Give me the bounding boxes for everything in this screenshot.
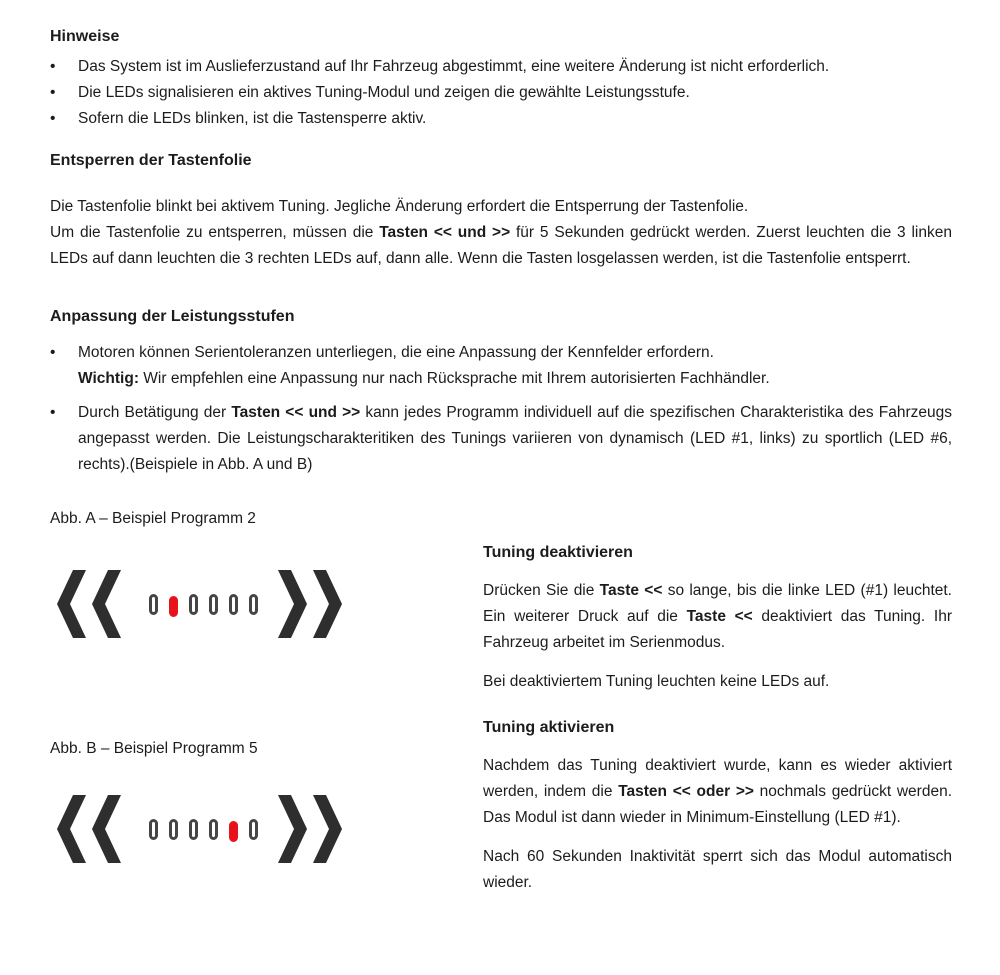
led-2-active bbox=[169, 596, 178, 617]
bullet-icon bbox=[50, 106, 78, 132]
list-item-text: Das System ist im Auslieferzustand auf Ihr Fahrzeug abgestimmt, eine weitere Änderung ist nicht erforderlich. bbox=[78, 58, 830, 75]
led-strip-program-2 bbox=[149, 594, 258, 615]
list-item-text bbox=[78, 400, 952, 478]
deaktivieren-paragraph-1 bbox=[483, 578, 952, 656]
text-run: Um die Tastenfolie zu entsperren, müssen die bbox=[50, 224, 380, 241]
text-run: so lange, bis die linke LED (#1) leuchtet. Ein weiterer Druck auf die bbox=[483, 582, 952, 625]
led-5-off bbox=[229, 594, 238, 615]
led-2-off bbox=[169, 819, 178, 840]
section-title-entsperren: Entsperren der Tastenfolie bbox=[50, 152, 252, 169]
led-4-off bbox=[209, 594, 218, 615]
led-1-off bbox=[149, 819, 158, 840]
text-run: Nachdem das Tuning deaktiviert wurde, kann es wieder aktiviert werden, indem die bbox=[483, 757, 952, 800]
text-run-bold: Tasten << oder >> bbox=[618, 783, 754, 800]
figures-and-instructions-section bbox=[50, 506, 952, 909]
section-title-anpassung: Anpassung der Leistungsstufen bbox=[50, 308, 295, 325]
aktivieren-paragraph-2: Nach 60 Sekunden Inaktivität sperrt sich das Modul automatisch wieder. bbox=[483, 848, 952, 891]
led-strip-program-5 bbox=[149, 819, 258, 840]
led-3-off bbox=[189, 594, 198, 615]
led-5-active bbox=[229, 821, 238, 842]
text-run: kann jedes Programm individuell auf die spezifischen Charakteristika des Fahrzeugs angepasst werden. Die Leistungscharakteritiken des Tunings variieren von dynamisch (LED #1, links) zu sportlich (LED #6, rechts).(Beispiele in Abb. A und B) bbox=[78, 404, 952, 473]
anpassung-list-item-2 bbox=[50, 400, 952, 478]
section-title-tuning-deaktivieren: Tuning deaktivieren bbox=[483, 544, 633, 561]
entsperren-paragraph-1: Die Tastenfolie blinkt bei aktivem Tuning. Jegliche Änderung erfordert die Entsperrung der Tastenfolie. bbox=[50, 198, 749, 215]
list-item-text bbox=[78, 340, 952, 392]
led-4-off bbox=[209, 819, 218, 840]
led-1-off bbox=[149, 594, 158, 615]
text-run: nochmals gedrückt werden. Das Modul ist dann wieder in Minimum-Einstellung (LED #1). bbox=[483, 783, 952, 826]
led-display-figure-b bbox=[57, 795, 483, 863]
text-run-bold: Tasten << und >> bbox=[379, 224, 511, 241]
bullet-icon bbox=[50, 54, 78, 80]
text-run-bold: Taste << bbox=[599, 582, 663, 599]
double-chevron-left-icon bbox=[57, 570, 121, 638]
text-run-bold: Tasten << und >> bbox=[231, 404, 361, 421]
entsperren-paragraph-2 bbox=[50, 220, 952, 272]
bullet-icon bbox=[50, 340, 78, 392]
bullet-icon bbox=[50, 400, 78, 478]
text-run-bold: Taste << bbox=[686, 608, 753, 625]
figure-a-caption: Abb. A – Beispiel Programm 2 bbox=[50, 510, 256, 527]
text-run: Durch Betätigung der bbox=[78, 404, 232, 421]
hinweise-list-item-1 bbox=[50, 54, 952, 80]
list-item-text: Sofern die LEDs blinken, ist die Tastensperre aktiv. bbox=[78, 110, 427, 127]
figures-column bbox=[50, 506, 483, 909]
figure-b-caption: Abb. B – Beispiel Programm 5 bbox=[50, 740, 258, 757]
anpassung-list-item-1 bbox=[50, 340, 952, 392]
text-run-bold: Wichtig: bbox=[78, 370, 139, 387]
led-6-off bbox=[249, 819, 258, 840]
led-display-figure-a bbox=[57, 570, 483, 638]
double-chevron-right-icon bbox=[278, 570, 342, 638]
hinweise-list-item-2 bbox=[50, 80, 952, 106]
text-run: Wir empfehlen eine Anpassung nur nach Rücksprache mit Ihrem autorisierten Fachhändler. bbox=[139, 370, 770, 387]
hinweise-list-item-3 bbox=[50, 106, 952, 132]
text-run: deaktiviert das Tuning. Ihr Fahrzeug arbeitet im Serienmodus. bbox=[483, 608, 952, 651]
aktivieren-paragraph-1 bbox=[483, 753, 952, 831]
instructions-column bbox=[483, 506, 952, 909]
led-3-off bbox=[189, 819, 198, 840]
text-run: Motoren können Serientoleranzen unterliegen, die eine Anpassung der Kennfelder erfordern. bbox=[78, 344, 714, 361]
text-run: für 5 Sekunden gedrückt werden. Zuerst leuchten die 3 linken LEDs auf dann leuchten die 3 rechten LEDs auf, dann alle. Wenn die Tasten losgelassen werden, ist die Tastenfolie entsperrt. bbox=[50, 224, 952, 267]
section-title-hinweise: Hinweise bbox=[50, 28, 120, 45]
list-item-text: Die LEDs signalisieren ein aktives Tuning-Modul und zeigen die gewählte Leistungsstufe. bbox=[78, 84, 690, 101]
double-chevron-left-icon bbox=[57, 795, 121, 863]
text-run: Drücken Sie die bbox=[483, 582, 600, 599]
deaktivieren-paragraph-2: Bei deaktiviertem Tuning leuchten keine LEDs auf. bbox=[483, 673, 830, 690]
bullet-icon bbox=[50, 80, 78, 106]
double-chevron-right-icon bbox=[278, 795, 342, 863]
section-title-tuning-aktivieren: Tuning aktivieren bbox=[483, 719, 615, 736]
led-6-off bbox=[249, 594, 258, 615]
